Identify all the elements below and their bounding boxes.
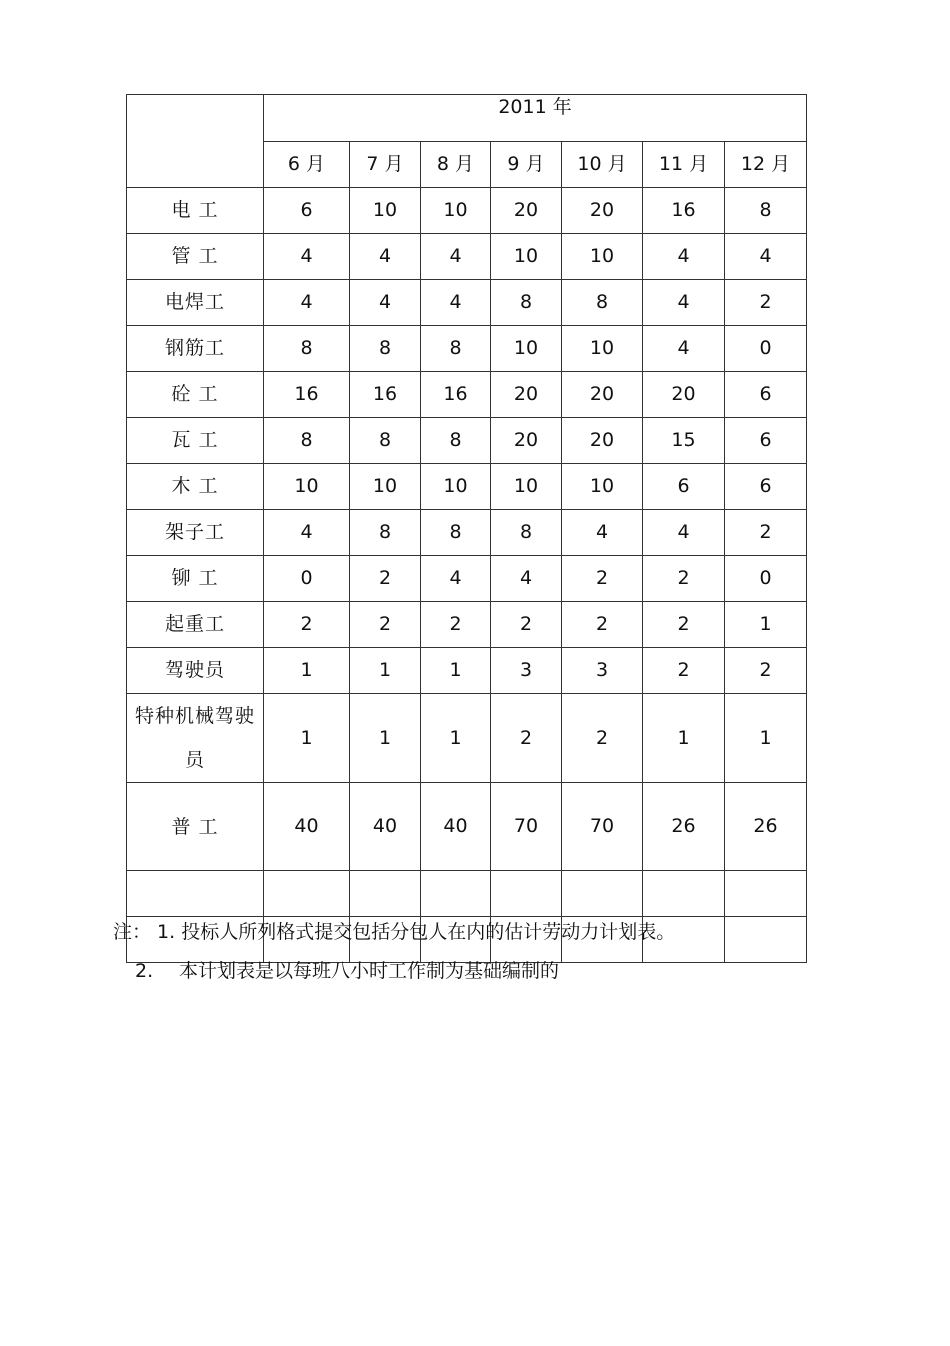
empty-cell xyxy=(725,917,807,963)
value-cell: 10 xyxy=(491,326,562,372)
value-cell: 10 xyxy=(421,188,491,234)
month-header: 9 月 xyxy=(491,142,562,188)
empty-cell xyxy=(725,871,807,917)
trade-name-cell xyxy=(127,418,264,464)
trade-name-cell xyxy=(127,556,264,602)
value-cell: 8 xyxy=(350,418,421,464)
value-cell: 8 xyxy=(421,510,491,556)
table-row xyxy=(127,783,807,871)
trade-name-cell xyxy=(127,602,264,648)
trade-name-cell xyxy=(127,326,264,372)
trade-name: 驾驶员 xyxy=(164,659,225,681)
trade-name: 电焊工 xyxy=(164,291,225,313)
value-cell: 6 xyxy=(643,464,725,510)
value-cell: 1 xyxy=(725,602,807,648)
value-cell: 10 xyxy=(562,326,643,372)
value-cell: 3 xyxy=(562,648,643,694)
value-cell: 4 xyxy=(491,556,562,602)
value-cell: 4 xyxy=(562,510,643,556)
empty-cell xyxy=(491,871,562,917)
value-cell: 2 xyxy=(643,602,725,648)
value-cell: 1 xyxy=(264,648,350,694)
value-cell: 3 xyxy=(491,648,562,694)
value-cell: 2 xyxy=(562,556,643,602)
empty-cell xyxy=(562,871,643,917)
value-cell: 4 xyxy=(643,510,725,556)
value-cell: 6 xyxy=(725,464,807,510)
value-cell: 10 xyxy=(562,234,643,280)
table-row xyxy=(127,418,807,464)
value-cell: 8 xyxy=(264,418,350,464)
value-cell: 10 xyxy=(491,464,562,510)
trade-name-cell xyxy=(127,464,264,510)
trade-name: 起重工 xyxy=(164,613,225,635)
value-cell: 20 xyxy=(562,418,643,464)
empty-cell xyxy=(264,871,350,917)
value-cell: 40 xyxy=(350,783,421,871)
value-cell: 2 xyxy=(350,602,421,648)
table-row xyxy=(127,372,807,418)
trade-name: 特种机械驾驶员 xyxy=(135,705,256,771)
value-cell: 16 xyxy=(421,372,491,418)
table-row xyxy=(127,234,807,280)
note-number: 2. xyxy=(135,959,154,982)
trade-name: 架子工 xyxy=(164,521,225,543)
trade-name: 钢筋工 xyxy=(164,337,225,359)
value-cell: 1 xyxy=(725,694,807,783)
value-cell: 6 xyxy=(264,188,350,234)
value-cell: 0 xyxy=(725,556,807,602)
value-cell: 1 xyxy=(421,694,491,783)
empty-cell xyxy=(127,871,264,917)
value-cell: 8 xyxy=(350,326,421,372)
note-line-2 xyxy=(113,959,675,984)
value-cell: 4 xyxy=(725,234,807,280)
table-row xyxy=(127,280,807,326)
table-body xyxy=(127,188,807,963)
trade-name: 砼 工 xyxy=(171,383,219,405)
value-cell: 0 xyxy=(264,556,350,602)
month-header: 12 月 xyxy=(725,142,807,188)
value-cell: 10 xyxy=(491,234,562,280)
table-row xyxy=(127,188,807,234)
value-cell: 2 xyxy=(350,556,421,602)
value-cell: 2 xyxy=(491,602,562,648)
value-cell: 4 xyxy=(643,234,725,280)
value-cell: 2 xyxy=(643,556,725,602)
trade-name-cell xyxy=(127,783,264,871)
value-cell: 16 xyxy=(264,372,350,418)
value-cell: 20 xyxy=(562,188,643,234)
value-cell: 2 xyxy=(491,694,562,783)
note-text: 本计划表是以每班八小时工作制为基础编制的 xyxy=(179,959,560,982)
value-cell: 20 xyxy=(491,188,562,234)
empty-cell xyxy=(643,871,725,917)
value-cell: 15 xyxy=(643,418,725,464)
value-cell: 1 xyxy=(643,694,725,783)
value-cell: 70 xyxy=(491,783,562,871)
labor-plan-table xyxy=(126,94,807,963)
value-cell: 8 xyxy=(421,418,491,464)
year-header: 2011 年 xyxy=(264,95,807,142)
value-cell: 4 xyxy=(643,326,725,372)
trade-name: 木 工 xyxy=(171,475,219,497)
table-row xyxy=(127,326,807,372)
trade-name-cell xyxy=(127,648,264,694)
value-cell: 8 xyxy=(421,326,491,372)
value-cell: 6 xyxy=(725,372,807,418)
value-cell: 8 xyxy=(491,280,562,326)
value-cell: 16 xyxy=(643,188,725,234)
trade-name-cell xyxy=(127,280,264,326)
notes xyxy=(113,920,675,983)
value-cell: 2 xyxy=(562,694,643,783)
trade-name-cell xyxy=(127,188,264,234)
value-cell: 20 xyxy=(491,372,562,418)
trade-name: 铆 工 xyxy=(171,567,219,589)
value-cell: 2 xyxy=(643,648,725,694)
empty-cell xyxy=(350,871,421,917)
value-cell: 26 xyxy=(725,783,807,871)
value-cell: 26 xyxy=(643,783,725,871)
trade-name-cell xyxy=(127,234,264,280)
table-row xyxy=(127,648,807,694)
value-cell: 4 xyxy=(421,280,491,326)
value-cell: 2 xyxy=(421,602,491,648)
value-cell: 70 xyxy=(562,783,643,871)
trade-name-cell xyxy=(127,694,264,783)
value-cell: 4 xyxy=(264,234,350,280)
value-cell: 2 xyxy=(264,602,350,648)
value-cell: 4 xyxy=(421,556,491,602)
trade-name-cell xyxy=(127,372,264,418)
empty-row xyxy=(127,871,807,917)
value-cell: 4 xyxy=(264,510,350,556)
value-cell: 10 xyxy=(350,188,421,234)
value-cell: 4 xyxy=(421,234,491,280)
value-cell: 2 xyxy=(725,648,807,694)
trade-name: 普 工 xyxy=(171,815,219,838)
table-row xyxy=(127,556,807,602)
value-cell: 20 xyxy=(562,372,643,418)
corner-cell xyxy=(127,95,264,188)
value-cell: 4 xyxy=(350,280,421,326)
trade-name-cell xyxy=(127,510,264,556)
value-cell: 8 xyxy=(264,326,350,372)
value-cell: 1 xyxy=(350,694,421,783)
value-cell: 4 xyxy=(643,280,725,326)
month-header: 10 月 xyxy=(562,142,643,188)
value-cell: 4 xyxy=(264,280,350,326)
month-header: 6 月 xyxy=(264,142,350,188)
value-cell: 20 xyxy=(491,418,562,464)
value-cell: 10 xyxy=(421,464,491,510)
value-cell: 10 xyxy=(350,464,421,510)
value-cell: 10 xyxy=(562,464,643,510)
value-cell: 1 xyxy=(421,648,491,694)
month-header: 11 月 xyxy=(643,142,725,188)
value-cell: 1 xyxy=(350,648,421,694)
table-row xyxy=(127,694,807,783)
value-cell: 10 xyxy=(264,464,350,510)
month-header: 8 月 xyxy=(421,142,491,188)
value-cell: 0 xyxy=(725,326,807,372)
table-row xyxy=(127,464,807,510)
value-cell: 16 xyxy=(350,372,421,418)
value-cell: 8 xyxy=(491,510,562,556)
value-cell: 2 xyxy=(562,602,643,648)
month-header: 7 月 xyxy=(350,142,421,188)
empty-cell xyxy=(421,871,491,917)
value-cell: 2 xyxy=(725,510,807,556)
value-cell: 8 xyxy=(562,280,643,326)
value-cell: 6 xyxy=(725,418,807,464)
header-row-year xyxy=(127,95,807,142)
value-cell: 40 xyxy=(421,783,491,871)
value-cell: 8 xyxy=(350,510,421,556)
trade-name: 瓦 工 xyxy=(171,429,219,451)
value-cell: 40 xyxy=(264,783,350,871)
value-cell: 8 xyxy=(725,188,807,234)
value-cell: 4 xyxy=(350,234,421,280)
note-line-1: 注： 1. 投标人所列格式提交包括分包人在内的估计劳动力计划表。 xyxy=(113,921,676,943)
value-cell: 1 xyxy=(264,694,350,783)
value-cell: 20 xyxy=(643,372,725,418)
trade-name: 电 工 xyxy=(171,199,219,221)
table-row xyxy=(127,602,807,648)
table-row xyxy=(127,510,807,556)
trade-name: 管 工 xyxy=(171,245,219,267)
value-cell: 2 xyxy=(725,280,807,326)
